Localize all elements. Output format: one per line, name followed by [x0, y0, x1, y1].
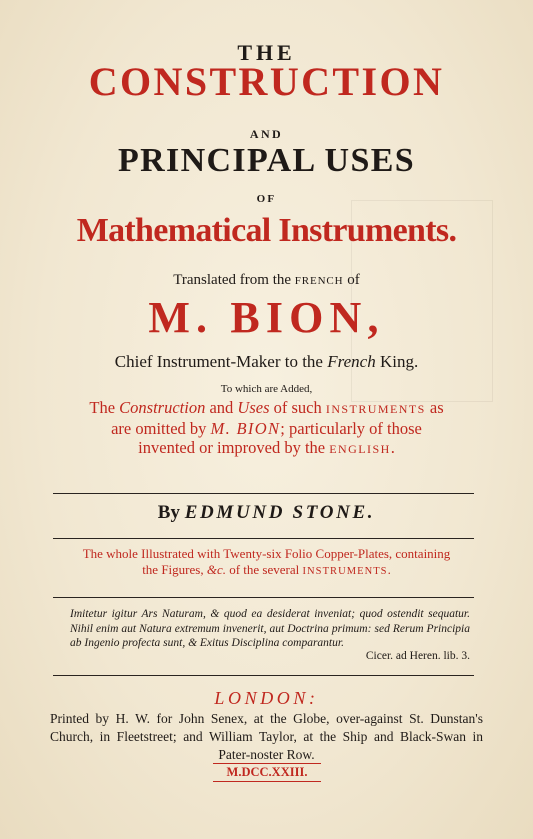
title-and: AND: [249, 127, 284, 141]
byline-by: By: [157, 502, 185, 523]
added-period: .: [390, 438, 395, 457]
added-omitted: are omitted by: [111, 419, 211, 438]
illustrated-etc: &c.: [206, 562, 226, 577]
added-line-3: [50, 438, 483, 459]
illustrated-several: of the several: [225, 562, 303, 577]
illustrated-period: .: [387, 562, 391, 577]
latin-quote: Imitetur igitur Ars Naturam, & quod ea desiderat inveniat; quod ostendit sequatur. Nihil enim aut Natura extremum invenerit, aut Doctrina primum: sed Rerum Principia ab Ingenio profecta sunt, & Exitus Disciplina comparantur.: [70, 608, 470, 649]
imprint-city: LONDON:: [214, 688, 319, 708]
imprint-date: M.DCC.XXIII.: [213, 763, 321, 782]
translated-prefix: Translated from the: [173, 272, 295, 288]
added-line-2: [50, 419, 483, 438]
added-block: [50, 398, 483, 459]
illustrated-instruments: INSTRUMENTS: [302, 566, 388, 577]
rule-3: [53, 597, 474, 598]
author-name: M. BION,: [148, 293, 385, 342]
chief-suffix: King.: [375, 352, 419, 371]
title-of: OF: [256, 193, 277, 205]
illustrated-figures: the Figures,: [142, 562, 207, 577]
rule-4: [53, 675, 474, 676]
added-invented: invented or improved by the: [138, 438, 330, 457]
rule-2: [53, 538, 474, 539]
chief-prefix: Chief Instrument-Maker to the: [114, 352, 328, 371]
byline-name: EDMUND STONE.: [184, 502, 376, 523]
rule-1: [53, 493, 474, 494]
chief-line: [0, 352, 533, 372]
illustrated-note: [50, 546, 483, 580]
illustrated-line-1: The whole Illustrated with Twenty-six Folio Copper-Plates, containing: [82, 546, 451, 561]
illustrated-line-2: [50, 562, 483, 580]
quote-citation: Cicer. ad Heren. lib. 3.: [365, 650, 470, 662]
byline: [0, 502, 533, 524]
translated-french: FRENCH: [294, 275, 344, 287]
added-of-such: of such: [269, 398, 326, 417]
added-uses: Uses: [237, 398, 270, 417]
added-particularly: ; particularly of those: [280, 419, 422, 438]
imprint-text: Printed by H. W. for John Senex, at the Globe, over-against St. Dunstan's Church, in Fleetstreet; and William Taylor, at the Ship and Black-Swan in Pater-noster Row.: [50, 711, 483, 762]
added-m-bion: M. BION: [210, 419, 281, 438]
title-the: THE: [237, 40, 296, 65]
title-construction: CONSTRUCTION: [88, 59, 445, 104]
added-instruments: INSTRUMENTS: [325, 402, 426, 416]
added-english: ENGLISH: [329, 442, 391, 456]
translated-line: [0, 272, 533, 289]
title-principal-uses: PRINCIPAL USES: [117, 142, 416, 179]
chief-french: French: [327, 352, 376, 371]
translated-suffix: of: [343, 272, 360, 288]
added-intro: To which are Added,: [220, 383, 313, 395]
added-line-1: [50, 398, 483, 419]
added-and: and: [205, 398, 238, 417]
added-the: The: [89, 398, 120, 417]
added-as: as: [425, 398, 444, 417]
title-mathematical-instruments: Mathematical Instruments.: [76, 212, 457, 249]
added-construction: Construction: [119, 398, 206, 417]
